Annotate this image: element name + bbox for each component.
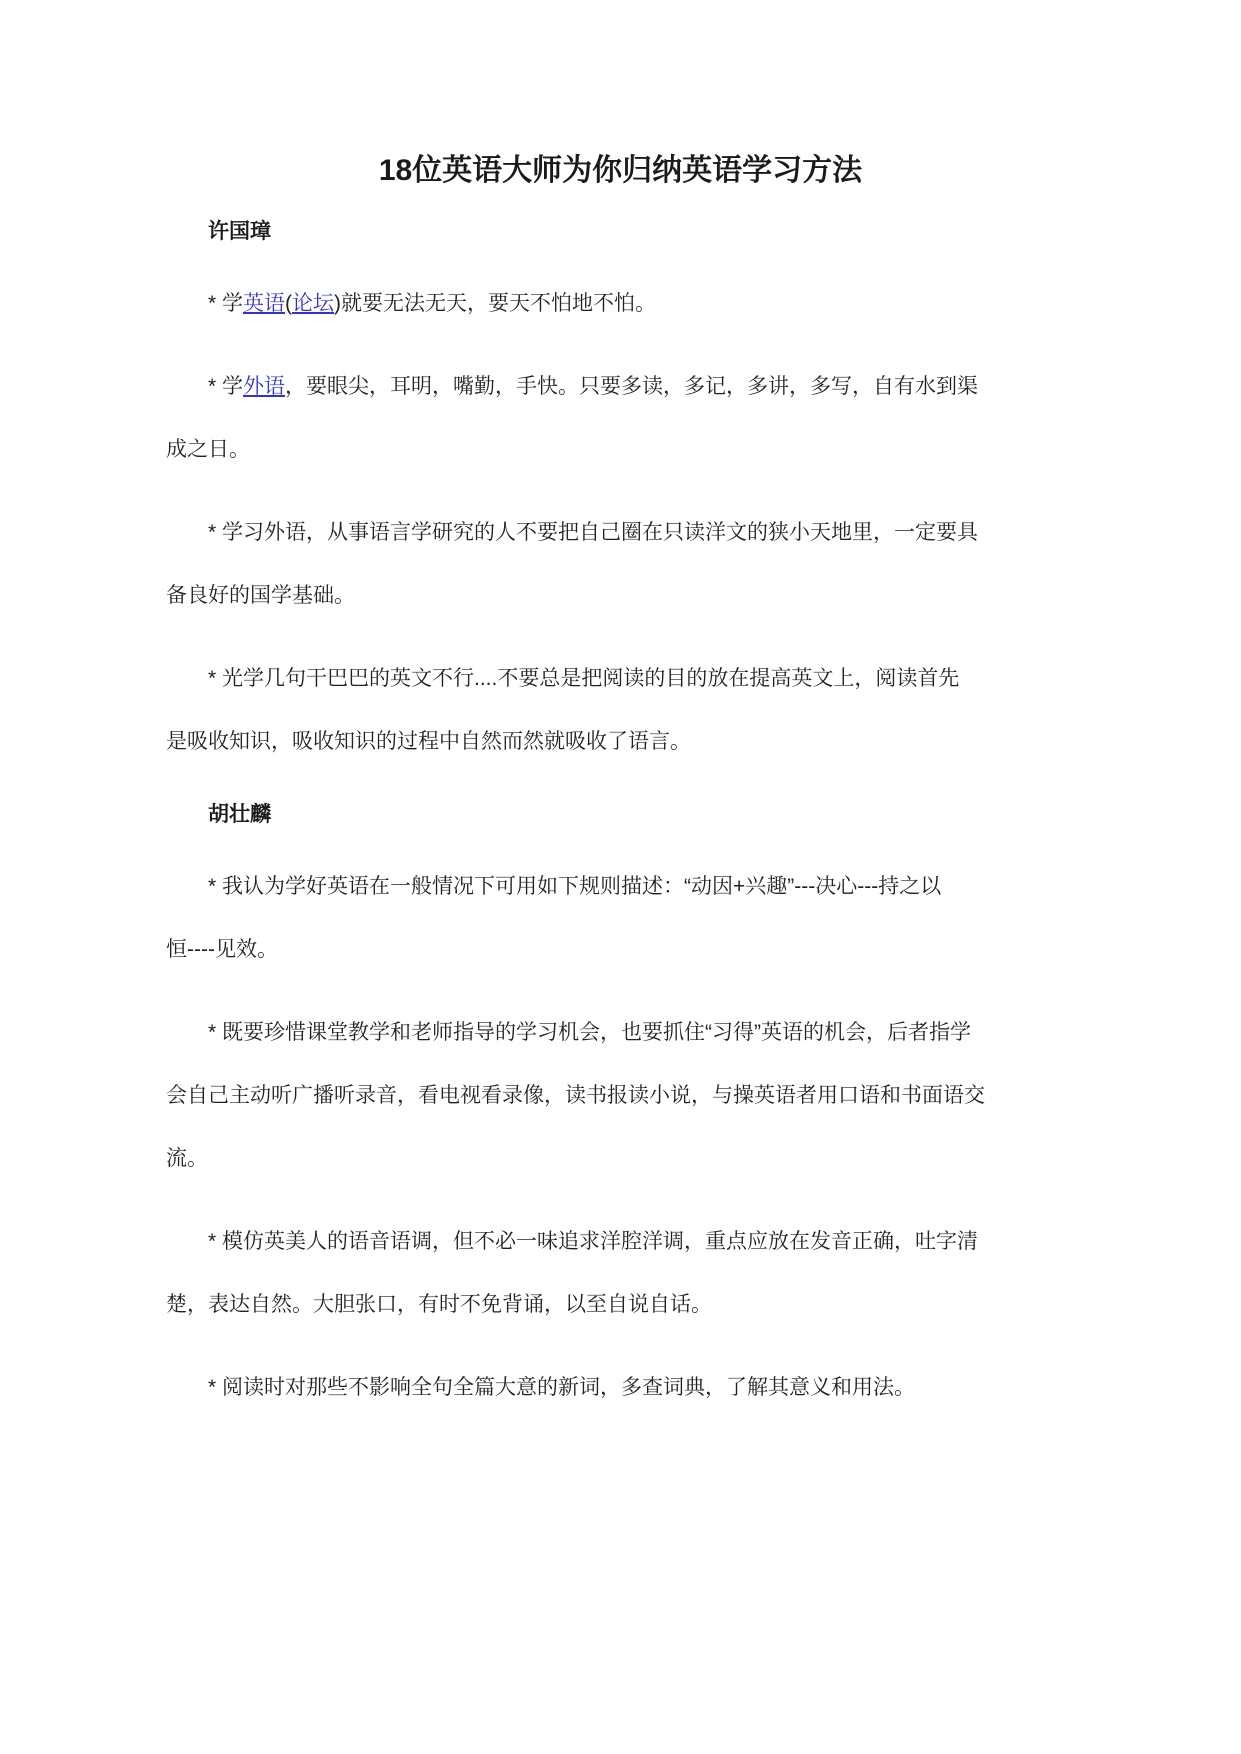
document-title: 18位英语大师为你归纳英语学习方法 <box>378 154 863 187</box>
text-line <box>166 918 1075 981</box>
text-segment: * 光学几句干巴巴的英文不行....不要总是把阅读的目的放在提高英文上，阅读首先 <box>208 667 960 690</box>
text-segment: * 既要珍惜课堂教学和老师指导的学习机会，也要抓住“习得”英语的机会，后者指学 <box>208 1021 971 1044</box>
text-line <box>166 855 1075 918</box>
paragraph <box>166 355 1075 481</box>
text-segment: 成之日。 <box>166 438 250 461</box>
text-segment: * 学 <box>208 375 244 398</box>
text-line <box>166 710 1075 773</box>
text-segment: 流。 <box>166 1147 208 1170</box>
paragraph <box>166 647 1075 773</box>
paragraph <box>166 1001 1075 1190</box>
section-heading: 许国璋 <box>208 220 271 243</box>
text-segment: * 模仿英美人的语音语调，但不必一味追求洋腔洋调，重点应放在发音正确，吐字清 <box>208 1230 979 1253</box>
paragraph <box>166 1210 1075 1336</box>
section-heading: 胡壮麟 <box>208 803 271 826</box>
text-segment: ，要眼尖，耳明，嘴勤，手快。只要多读，多记，多讲，多写，自有水到渠 <box>285 375 979 398</box>
text-segment: 楚，表达自然。大胆张口，有时不免背诵，以至自说自话。 <box>166 1293 712 1316</box>
text-segment: 备良好的国学基础。 <box>166 584 355 607</box>
text-line <box>166 1356 1075 1419</box>
paragraph <box>166 1356 1075 1419</box>
paragraph <box>166 855 1075 981</box>
text-line <box>166 1064 1075 1127</box>
text-segment: 会自己主动听广播听录音，看电视看录像，读书报读小说，与操英语者用口语和书面语交 <box>166 1084 985 1107</box>
text-line <box>166 564 1075 627</box>
paragraph <box>166 272 1075 335</box>
text-line <box>166 647 1075 710</box>
text-line <box>166 1001 1075 1064</box>
text-line <box>166 1210 1075 1273</box>
paragraph <box>166 501 1075 627</box>
inline-link[interactable]: 外语 <box>243 375 286 398</box>
text-line <box>166 501 1075 564</box>
inline-link[interactable]: 英语 <box>243 292 286 315</box>
text-line <box>166 1273 1075 1336</box>
text-line <box>166 1127 1075 1190</box>
text-segment: * 我认为学好英语在一般情况下可用如下规则描述：“动因+兴趣”---决心---持之以 <box>208 875 942 898</box>
text-line <box>166 272 1075 335</box>
document-body <box>166 210 1075 1419</box>
text-segment: ( <box>285 292 293 315</box>
text-segment: 恒----见效。 <box>166 938 278 961</box>
text-segment: * 阅读时对那些不影响全句全篇大意的新词，多查词典，了解其意义和用法。 <box>208 1376 916 1399</box>
text-segment: * 学习外语，从事语言学研究的人不要把自己圈在只读洋文的狭小天地里，一定要具 <box>208 521 979 544</box>
text-segment: * 学 <box>208 292 244 315</box>
inline-link[interactable]: 论坛 <box>292 292 335 315</box>
text-line <box>166 418 1075 481</box>
text-line <box>166 355 1075 418</box>
text-segment: 是吸收知识，吸收知识的过程中自然而然就吸收了语言。 <box>166 730 691 753</box>
text-segment: )就要无法无天，要天不怕地不怕。 <box>334 292 657 315</box>
